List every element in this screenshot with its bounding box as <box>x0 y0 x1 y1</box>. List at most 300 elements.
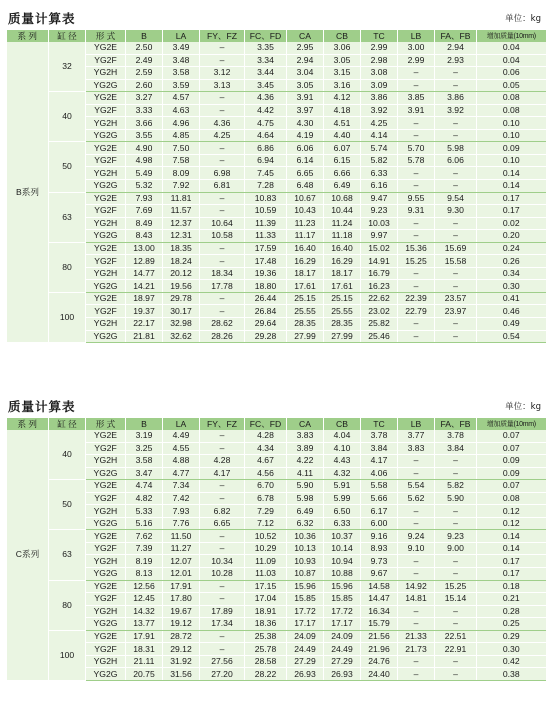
value-cell: 10.67 <box>287 192 324 205</box>
value-cell: 3.92 <box>435 104 477 117</box>
value-cell: 9.23 <box>435 530 477 543</box>
value-cell: 10.88 <box>324 568 361 581</box>
value-cell: 0.26 <box>477 255 546 268</box>
value-cell: 0.54 <box>477 330 546 343</box>
value-cell: 17.34 <box>200 618 245 631</box>
value-cell: 7.28 <box>245 180 287 193</box>
value-cell: 0.08 <box>477 492 546 505</box>
value-cell: YG2G <box>86 618 126 631</box>
value-cell: 3.48 <box>163 54 200 67</box>
value-cell: YG2G <box>86 129 126 142</box>
value-cell: 4.43 <box>324 455 361 468</box>
value-cell: 11.03 <box>245 568 287 581</box>
value-cell: 25.46 <box>361 330 398 343</box>
value-cell: 15.25 <box>398 255 435 268</box>
value-cell: 14.77 <box>126 267 163 280</box>
value-cell: 7.29 <box>245 505 287 518</box>
value-cell: 11.18 <box>324 230 361 243</box>
value-cell: – <box>398 79 435 92</box>
value-cell: 4.82 <box>126 492 163 505</box>
value-cell: 0.17 <box>477 192 546 205</box>
bore-cell: 50 <box>49 142 86 192</box>
bore-cell: 63 <box>49 192 86 242</box>
value-cell: 18.36 <box>245 618 287 631</box>
value-cell: – <box>435 267 477 280</box>
value-cell: 5.91 <box>324 480 361 493</box>
table-row <box>7 455 546 468</box>
value-cell: YG2E <box>86 430 126 442</box>
value-cell: 3.92 <box>361 104 398 117</box>
value-cell: 16.40 <box>324 242 361 255</box>
value-cell: 31.56 <box>163 668 200 681</box>
value-cell: 7.69 <box>126 205 163 218</box>
column-header: B <box>126 30 163 42</box>
value-cell: 22.79 <box>398 305 435 318</box>
value-cell: 4.88 <box>163 455 200 468</box>
value-cell: 9.97 <box>361 230 398 243</box>
value-cell: – <box>435 455 477 468</box>
table-row <box>7 480 546 493</box>
value-cell: 12.37 <box>163 217 200 230</box>
value-cell: – <box>398 455 435 468</box>
value-cell: 0.04 <box>477 54 546 67</box>
value-cell: 0.17 <box>477 205 546 218</box>
value-cell: 0.10 <box>477 154 546 167</box>
value-cell: 10.44 <box>324 205 361 218</box>
value-cell: – <box>435 517 477 530</box>
value-cell: – <box>200 292 245 305</box>
value-cell: 5.98 <box>287 492 324 505</box>
value-cell: – <box>200 305 245 318</box>
value-cell: 26.93 <box>287 668 324 681</box>
value-cell: YG2E <box>86 142 126 155</box>
table-row <box>7 180 546 193</box>
value-cell: – <box>200 542 245 555</box>
value-cell: 7.50 <box>163 142 200 155</box>
value-cell: 3.34 <box>245 54 287 67</box>
value-cell: 15.25 <box>435 580 477 593</box>
value-cell: 11.33 <box>245 230 287 243</box>
value-cell: 11.23 <box>287 217 324 230</box>
value-cell: 9.31 <box>398 205 435 218</box>
value-cell: 32.62 <box>163 330 200 343</box>
value-cell: 18.17 <box>324 267 361 280</box>
value-cell: 4.28 <box>245 430 287 442</box>
value-cell: 10.68 <box>324 192 361 205</box>
value-cell: 0.06 <box>477 67 546 80</box>
value-cell: 3.47 <box>126 467 163 480</box>
value-cell: YG2F <box>86 54 126 67</box>
value-cell: – <box>398 267 435 280</box>
value-cell: – <box>398 655 435 668</box>
value-cell: 22.62 <box>361 292 398 305</box>
value-cell: 5.32 <box>126 180 163 193</box>
value-cell: – <box>435 180 477 193</box>
value-cell: 3.06 <box>324 42 361 54</box>
value-cell: 4.51 <box>324 117 361 130</box>
value-cell: 9.55 <box>398 192 435 205</box>
value-cell: 14.81 <box>398 593 435 606</box>
value-cell: 10.64 <box>200 217 245 230</box>
value-cell: – <box>200 42 245 54</box>
value-cell: 7.39 <box>126 542 163 555</box>
value-cell: 3.44 <box>245 67 287 80</box>
value-cell: 17.61 <box>324 280 361 293</box>
mass-table <box>6 30 546 343</box>
value-cell: – <box>398 318 435 331</box>
value-cell: – <box>398 555 435 568</box>
column-header: FC、FD <box>245 30 287 42</box>
value-cell: – <box>200 442 245 455</box>
table-row <box>7 605 546 618</box>
value-cell: 17.04 <box>245 593 287 606</box>
value-cell: 20.75 <box>126 668 163 681</box>
value-cell: YG2H <box>86 455 126 468</box>
value-cell: 29.28 <box>245 330 287 343</box>
value-cell: 9.73 <box>361 555 398 568</box>
value-cell: 10.03 <box>361 217 398 230</box>
table-row <box>7 255 546 268</box>
value-cell: 22.91 <box>435 643 477 656</box>
value-cell: 4.30 <box>287 117 324 130</box>
value-cell: YG2F <box>86 154 126 167</box>
value-cell: 19.36 <box>245 267 287 280</box>
value-cell: 12.07 <box>163 555 200 568</box>
value-cell: 24.76 <box>361 655 398 668</box>
value-cell: 28.62 <box>200 318 245 331</box>
value-cell: – <box>398 167 435 180</box>
value-cell: – <box>200 242 245 255</box>
unit-label: 单位：kg <box>505 402 541 412</box>
value-cell: 6.81 <box>200 180 245 193</box>
value-cell: 4.63 <box>163 104 200 117</box>
value-cell: – <box>435 117 477 130</box>
value-cell: 19.37 <box>126 305 163 318</box>
value-cell: 5.98 <box>435 142 477 155</box>
value-cell: 17.91 <box>126 630 163 643</box>
value-cell: 5.74 <box>361 142 398 155</box>
column-header: FA、FB <box>435 30 477 42</box>
value-cell: 17.91 <box>163 580 200 593</box>
value-cell: 28.35 <box>324 318 361 331</box>
value-cell: 0.24 <box>477 242 546 255</box>
value-cell: YG2E <box>86 630 126 643</box>
value-cell: – <box>398 217 435 230</box>
value-cell: 4.90 <box>126 142 163 155</box>
value-cell: 30.17 <box>163 305 200 318</box>
value-cell: – <box>200 580 245 593</box>
value-cell: – <box>398 280 435 293</box>
value-cell: 27.99 <box>324 330 361 343</box>
value-cell: 0.38 <box>477 668 546 681</box>
table-row <box>7 580 546 593</box>
value-cell: 0.17 <box>477 555 546 568</box>
table-row <box>7 205 546 218</box>
value-cell: – <box>200 480 245 493</box>
value-cell: 14.91 <box>361 255 398 268</box>
value-cell: 10.58 <box>200 230 245 243</box>
column-header: LA <box>163 418 200 430</box>
value-cell: – <box>435 67 477 80</box>
value-cell: 3.83 <box>398 442 435 455</box>
column-header: 形 式 <box>86 30 126 42</box>
value-cell: YG2E <box>86 292 126 305</box>
value-cell: – <box>398 568 435 581</box>
value-cell: 6.33 <box>324 517 361 530</box>
value-cell: YG2G <box>86 330 126 343</box>
column-header: FY、FZ <box>200 418 245 430</box>
value-cell: 10.29 <box>245 542 287 555</box>
value-cell: YG2G <box>86 467 126 480</box>
value-cell: – <box>398 467 435 480</box>
table-row <box>7 167 546 180</box>
value-cell: 10.34 <box>200 555 245 568</box>
value-cell: 5.54 <box>398 480 435 493</box>
value-cell: 18.24 <box>163 255 200 268</box>
value-cell: 6.14 <box>287 154 324 167</box>
value-cell: 6.66 <box>324 167 361 180</box>
value-cell: 3.33 <box>126 104 163 117</box>
value-cell: YG2H <box>86 167 126 180</box>
value-cell: 0.18 <box>477 580 546 593</box>
value-cell: 4.32 <box>324 467 361 480</box>
unit-label: 单位：kg <box>505 14 541 24</box>
value-cell: – <box>200 54 245 67</box>
value-cell: 5.16 <box>126 517 163 530</box>
table-row <box>7 318 546 331</box>
value-cell: 14.32 <box>126 605 163 618</box>
value-cell: 7.62 <box>126 530 163 543</box>
value-cell: YG2H <box>86 655 126 668</box>
mass-table-section-c <box>6 396 545 681</box>
value-cell: – <box>435 129 477 142</box>
value-cell: YG2G <box>86 230 126 243</box>
value-cell: 4.10 <box>324 442 361 455</box>
value-cell: 32.98 <box>163 318 200 331</box>
value-cell: 11.57 <box>163 205 200 218</box>
value-cell: 5.82 <box>435 480 477 493</box>
value-cell: 7.42 <box>163 492 200 505</box>
value-cell: 3.55 <box>126 129 163 142</box>
value-cell: YG2G <box>86 280 126 293</box>
value-cell: 6.78 <box>245 492 287 505</box>
value-cell: – <box>435 655 477 668</box>
value-cell: 3.00 <box>398 42 435 54</box>
value-cell: 3.78 <box>435 430 477 442</box>
value-cell: 11.50 <box>163 530 200 543</box>
value-cell: 6.15 <box>324 154 361 167</box>
bore-cell: 63 <box>49 530 86 580</box>
value-cell: – <box>200 255 245 268</box>
value-cell: 29.78 <box>163 292 200 305</box>
value-cell: 17.17 <box>287 618 324 631</box>
value-cell: 0.09 <box>477 455 546 468</box>
value-cell: 0.29 <box>477 630 546 643</box>
value-cell: 3.09 <box>361 79 398 92</box>
value-cell: 0.10 <box>477 129 546 142</box>
value-cell: YG2F <box>86 104 126 117</box>
value-cell: 6.65 <box>287 167 324 180</box>
value-cell: 21.56 <box>361 630 398 643</box>
value-cell: 19.67 <box>163 605 200 618</box>
value-cell: 4.06 <box>361 467 398 480</box>
series-cell: B系列 <box>7 42 49 343</box>
value-cell: – <box>398 230 435 243</box>
value-cell: 9.16 <box>361 530 398 543</box>
value-cell: 3.16 <box>324 79 361 92</box>
value-cell: – <box>435 330 477 343</box>
value-cell: 10.93 <box>287 555 324 568</box>
value-cell: 10.14 <box>324 542 361 555</box>
value-cell: 5.90 <box>287 480 324 493</box>
value-cell: 4.40 <box>324 129 361 142</box>
value-cell: 9.00 <box>435 542 477 555</box>
value-cell: 4.56 <box>245 467 287 480</box>
value-cell: 0.21 <box>477 593 546 606</box>
value-cell: 6.49 <box>287 505 324 518</box>
value-cell: 17.78 <box>200 280 245 293</box>
table-title: 质量计算表 <box>8 11 76 26</box>
value-cell: 25.55 <box>324 305 361 318</box>
value-cell: 10.59 <box>245 205 287 218</box>
value-cell: 8.09 <box>163 167 200 180</box>
value-cell: 6.48 <box>287 180 324 193</box>
value-cell: 17.59 <box>245 242 287 255</box>
value-cell: – <box>435 167 477 180</box>
table-row <box>7 430 546 442</box>
value-cell: 24.09 <box>324 630 361 643</box>
value-cell: 10.83 <box>245 192 287 205</box>
value-cell: 17.61 <box>287 280 324 293</box>
column-header: TC <box>361 418 398 430</box>
value-cell: 2.98 <box>361 54 398 67</box>
bore-cell: 80 <box>49 580 86 630</box>
value-cell: 4.25 <box>361 117 398 130</box>
value-cell: – <box>200 104 245 117</box>
value-cell: 2.49 <box>126 54 163 67</box>
value-cell: 8.13 <box>126 568 163 581</box>
value-cell: YG2F <box>86 205 126 218</box>
value-cell: 10.87 <box>287 568 324 581</box>
value-cell: YG2H <box>86 67 126 80</box>
value-cell: 6.98 <box>200 167 245 180</box>
value-cell: 15.58 <box>435 255 477 268</box>
value-cell: 2.60 <box>126 79 163 92</box>
value-cell: 3.78 <box>361 430 398 442</box>
table-row <box>7 505 546 518</box>
value-cell: 3.84 <box>435 442 477 455</box>
value-cell: 3.97 <box>287 104 324 117</box>
value-cell: 0.20 <box>477 230 546 243</box>
value-cell: 4.22 <box>287 455 324 468</box>
table-row <box>7 117 546 130</box>
value-cell: 4.18 <box>324 104 361 117</box>
value-cell: 3.19 <box>126 430 163 442</box>
value-cell: 4.25 <box>200 129 245 142</box>
value-cell: 6.65 <box>200 517 245 530</box>
value-cell: 3.59 <box>163 79 200 92</box>
value-cell: 6.50 <box>324 505 361 518</box>
value-cell: 31.92 <box>163 655 200 668</box>
value-cell: 0.28 <box>477 605 546 618</box>
value-cell: – <box>398 605 435 618</box>
table-row <box>7 542 546 555</box>
value-cell: 9.54 <box>435 192 477 205</box>
value-cell: – <box>200 430 245 442</box>
value-cell: 2.50 <box>126 42 163 54</box>
bore-cell: 40 <box>49 92 86 142</box>
value-cell: – <box>398 330 435 343</box>
value-cell: 4.17 <box>200 467 245 480</box>
table-title: 质量计算表 <box>8 399 76 414</box>
value-cell: 6.16 <box>361 180 398 193</box>
value-cell: 11.24 <box>324 217 361 230</box>
value-cell: 15.96 <box>287 580 324 593</box>
value-cell: 27.56 <box>200 655 245 668</box>
value-cell: 5.90 <box>435 492 477 505</box>
column-header-row <box>7 418 546 430</box>
value-cell: YG2G <box>86 79 126 92</box>
value-cell: 3.86 <box>435 92 477 105</box>
value-cell: 0.17 <box>477 568 546 581</box>
value-cell: 4.67 <box>245 455 287 468</box>
value-cell: 4.74 <box>126 480 163 493</box>
table-row <box>7 568 546 581</box>
value-cell: 25.15 <box>287 292 324 305</box>
value-cell: 11.27 <box>163 542 200 555</box>
value-cell: – <box>435 668 477 681</box>
table-header-row <box>6 8 545 30</box>
value-cell: 0.12 <box>477 505 546 518</box>
value-cell: 17.72 <box>287 605 324 618</box>
value-cell: 7.45 <box>245 167 287 180</box>
value-cell: 4.64 <box>245 129 287 142</box>
value-cell: YG2H <box>86 555 126 568</box>
value-cell: 5.33 <box>126 505 163 518</box>
value-cell: 26.93 <box>324 668 361 681</box>
value-cell: 0.04 <box>477 42 546 54</box>
value-cell: 17.72 <box>324 605 361 618</box>
value-cell: YG2F <box>86 643 126 656</box>
table-row <box>7 280 546 293</box>
value-cell: – <box>435 280 477 293</box>
value-cell: 11.09 <box>245 555 287 568</box>
value-cell: 19.56 <box>163 280 200 293</box>
value-cell: 6.86 <box>245 142 287 155</box>
table-row <box>7 305 546 318</box>
value-cell: 4.98 <box>126 154 163 167</box>
table-row <box>7 129 546 142</box>
value-cell: YG2H <box>86 605 126 618</box>
column-header: CB <box>324 30 361 42</box>
table-row <box>7 104 546 117</box>
value-cell: 4.57 <box>163 92 200 105</box>
value-cell: YG2E <box>86 242 126 255</box>
value-cell: – <box>398 668 435 681</box>
value-cell: 6.06 <box>287 142 324 155</box>
value-cell: 25.38 <box>245 630 287 643</box>
value-cell: 6.70 <box>245 480 287 493</box>
value-cell: 11.81 <box>163 192 200 205</box>
value-cell: – <box>435 568 477 581</box>
value-cell: – <box>200 643 245 656</box>
value-cell: 3.45 <box>245 79 287 92</box>
value-cell: 18.31 <box>126 643 163 656</box>
value-cell: 4.42 <box>245 104 287 117</box>
value-cell: 27.99 <box>287 330 324 343</box>
value-cell: 15.36 <box>398 242 435 255</box>
value-cell: 3.35 <box>245 42 287 54</box>
